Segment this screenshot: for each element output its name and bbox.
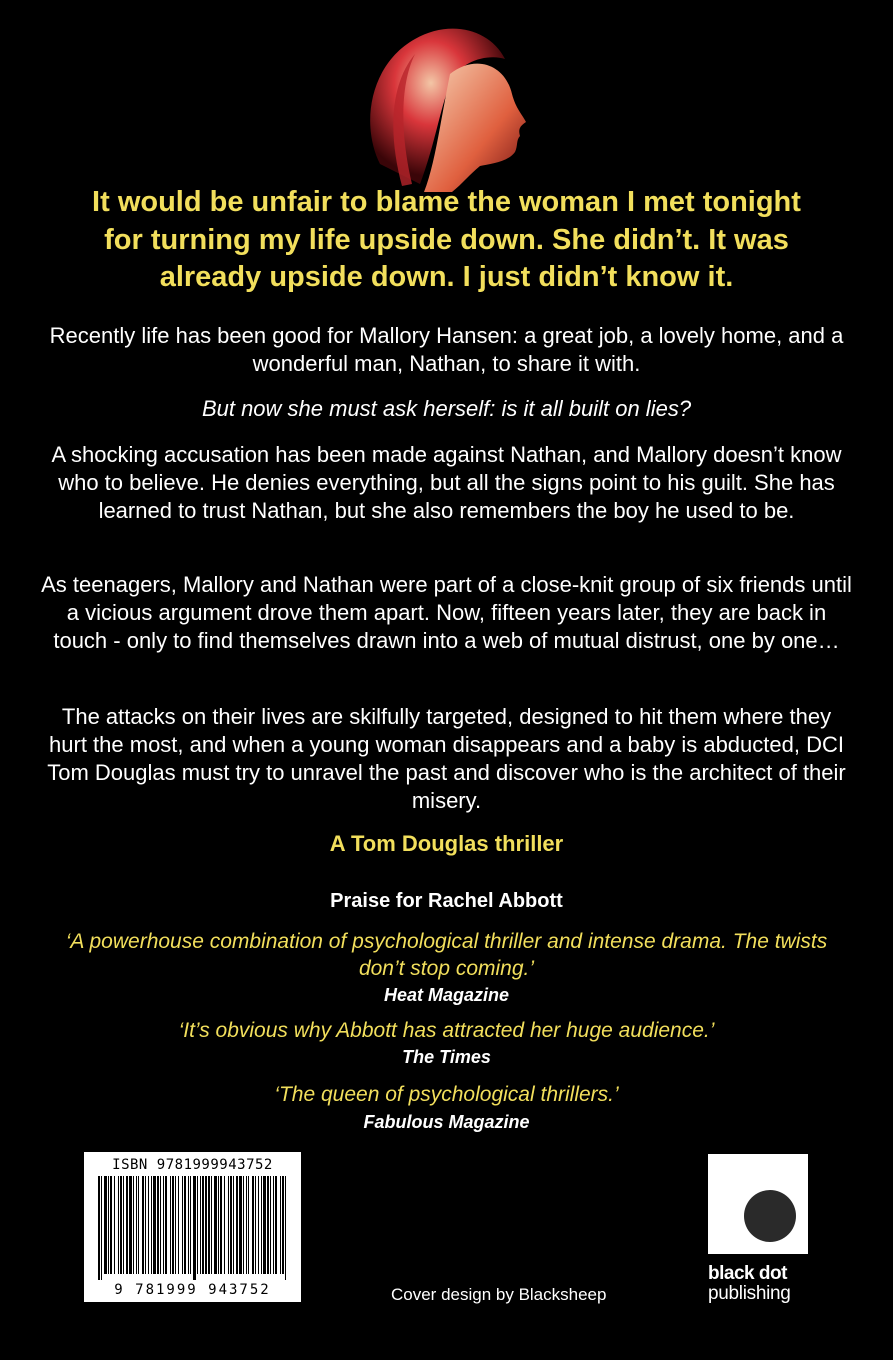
woman-profile-illustration bbox=[340, 14, 560, 194]
barcode-bar bbox=[108, 1176, 109, 1274]
barcode-bar bbox=[98, 1176, 100, 1280]
barcode-bar bbox=[153, 1176, 156, 1274]
barcode-bar bbox=[252, 1176, 254, 1274]
barcode-bar bbox=[243, 1176, 244, 1274]
publisher-name: black dot bbox=[708, 1263, 787, 1284]
barcode-bar bbox=[208, 1176, 210, 1274]
barcode-bar bbox=[157, 1176, 159, 1274]
barcode-bar bbox=[236, 1176, 238, 1274]
barcode-bar bbox=[120, 1176, 122, 1274]
barcode-bar bbox=[258, 1176, 259, 1274]
publisher-subtitle: publishing bbox=[708, 1283, 791, 1304]
barcode-bar bbox=[270, 1176, 271, 1274]
barcode-bar bbox=[263, 1176, 266, 1274]
barcode-bar bbox=[200, 1176, 201, 1274]
barcode-bar bbox=[214, 1176, 217, 1274]
barcode-bar bbox=[145, 1176, 146, 1274]
barcode-bar bbox=[129, 1176, 132, 1274]
barcode-bar bbox=[182, 1176, 183, 1274]
barcode-bar bbox=[218, 1176, 219, 1274]
barcode-bar bbox=[248, 1176, 249, 1274]
barcode-bar bbox=[233, 1176, 234, 1274]
praise-source-1: Heat Magazine bbox=[383, 985, 510, 1005]
barcode-bar bbox=[246, 1176, 247, 1274]
barcode-bar bbox=[267, 1176, 269, 1274]
headline-line-2: for turning my life upside down. She didn’t. It was bbox=[104, 223, 789, 256]
barcode-bar bbox=[114, 1176, 115, 1274]
praise-source-3: Fabulous Magazine bbox=[363, 1112, 530, 1132]
barcode-bar bbox=[142, 1176, 144, 1274]
blurb-paragraph-1: Recently life has been good for Mallory Hansen: a great job, a lovely home, and a wonderful man, Nathan, to share it with. bbox=[49, 323, 844, 376]
praise-title: Praise for Rachel Abbott bbox=[330, 890, 563, 912]
barcode-bars bbox=[98, 1176, 287, 1280]
barcode-bar bbox=[123, 1176, 124, 1274]
praise-source-2: The Times bbox=[402, 1047, 491, 1067]
headline-quote bbox=[30, 184, 863, 297]
barcode-bar bbox=[178, 1176, 179, 1274]
praise-quote-1: ‘A powerhouse combination of psychological thriller and intense drama. The twists don’t stop coming.’ bbox=[65, 930, 828, 980]
barcode-bar bbox=[202, 1176, 204, 1274]
barcode-bar bbox=[163, 1176, 164, 1274]
barcode-bar bbox=[160, 1176, 161, 1274]
barcode-bar bbox=[133, 1176, 134, 1274]
barcode-bar bbox=[193, 1176, 196, 1280]
blurb-tagline: But now she must ask herself: is it all built on lies? bbox=[201, 396, 692, 421]
black-dot-icon bbox=[744, 1190, 796, 1242]
barcode-bar bbox=[188, 1176, 189, 1274]
barcode-bar bbox=[224, 1176, 225, 1274]
headline-line-3: already upside down. I just didn’t know it. bbox=[159, 261, 734, 293]
barcode-bar bbox=[101, 1176, 102, 1280]
barcode-bar bbox=[228, 1176, 229, 1274]
barcode-bar bbox=[148, 1176, 149, 1274]
barcode-bar bbox=[205, 1176, 207, 1274]
praise-quote-2: ‘It’s obvious why Abbott has attracted her huge audience.’ bbox=[178, 1019, 715, 1042]
blurb-paragraph-3: As teenagers, Mallory and Nathan were part of a close-knit group of six friends until a vicious argument drove them apart. Now, fifteen years later, they are back in touch - only to find themselves drawn into a web of mutual distrust, one by one… bbox=[41, 572, 852, 653]
barcode-bar bbox=[273, 1176, 274, 1274]
barcode-bar bbox=[165, 1176, 167, 1274]
barcode-bar bbox=[239, 1176, 242, 1274]
publisher-logo bbox=[708, 1154, 808, 1308]
blurb-paragraph-2: A shocking accusation has been made against Nathan, and Mallory doesn’t know who to believe. He denies everything, but all the signs point to his guilt. She has learned to trust Nathan, but she also remembers the boy he used to be. bbox=[51, 442, 842, 523]
barcode-bar bbox=[104, 1176, 107, 1274]
praise-quote-3: ‘The queen of psychological thrillers.’ bbox=[274, 1083, 619, 1106]
isbn-digits: 9 781999 943752 bbox=[114, 1282, 271, 1298]
barcode-bar bbox=[126, 1176, 128, 1274]
barcode-bar bbox=[285, 1176, 286, 1280]
blurb-paragraph-4: The attacks on their lives are skilfully targeted, designed to hit them where they hurt the most, and when a young woman disappears and a baby is abducted, DCI Tom Douglas must try to unravel the past and discover who is the architect of their misery. bbox=[47, 704, 846, 813]
publisher-logo-square bbox=[708, 1154, 808, 1254]
barcode-bar bbox=[220, 1176, 222, 1274]
headline-line-1: It would be unfair to blame the woman I met tonight bbox=[92, 186, 801, 218]
isbn-barcode bbox=[84, 1152, 301, 1302]
barcode-bar bbox=[151, 1176, 152, 1274]
barcode-bar bbox=[275, 1176, 277, 1274]
series-line: A Tom Douglas thriller bbox=[329, 831, 564, 856]
barcode-bar bbox=[172, 1176, 174, 1274]
barcode-bar bbox=[138, 1176, 139, 1274]
barcode-bar bbox=[118, 1176, 119, 1274]
isbn-label: ISBN 9781999943752 bbox=[112, 1157, 273, 1173]
barcode-bar bbox=[261, 1176, 262, 1274]
barcode-bar bbox=[255, 1176, 256, 1274]
barcode-bar bbox=[175, 1176, 176, 1274]
barcode-bar bbox=[282, 1176, 284, 1274]
barcode-bar bbox=[184, 1176, 186, 1274]
barcode-bar bbox=[110, 1176, 112, 1274]
cover-credit: Cover design by Blacksheep bbox=[391, 1285, 607, 1304]
barcode-bar bbox=[197, 1176, 198, 1274]
barcode-bar bbox=[280, 1176, 281, 1274]
barcode-bar bbox=[230, 1176, 232, 1274]
barcode-bar bbox=[190, 1176, 191, 1274]
barcode-bar bbox=[170, 1176, 171, 1274]
barcode-bar bbox=[136, 1176, 137, 1274]
barcode-bar bbox=[211, 1176, 212, 1274]
